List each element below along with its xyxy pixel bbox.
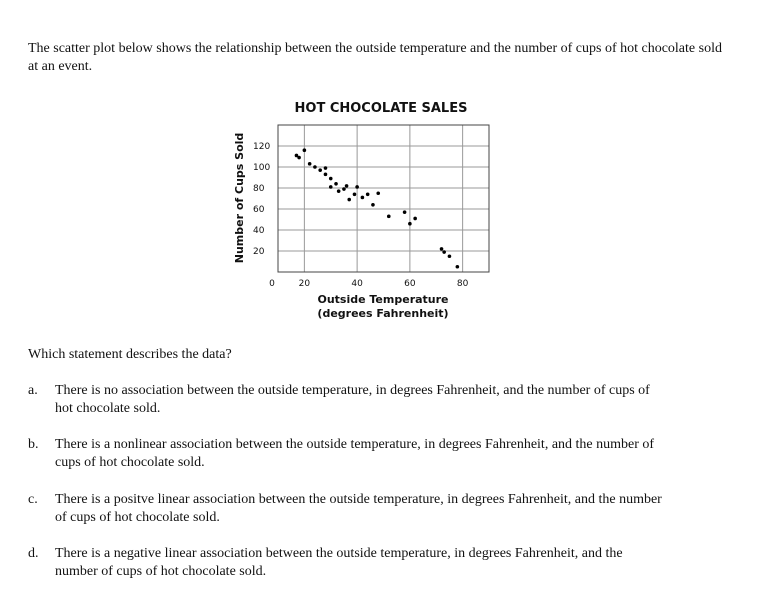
y-tick-labels (253, 142, 270, 257)
data-point (403, 210, 407, 214)
x-tick-label: 20 (298, 279, 311, 289)
data-point (324, 173, 328, 177)
data-point (353, 193, 357, 197)
y-tick-label: 40 (253, 226, 265, 236)
data-point (303, 148, 307, 152)
y-axis-label: Number of Cups Sold (233, 132, 246, 264)
y-tick-label: 120 (253, 142, 271, 152)
data-point (329, 177, 333, 181)
chart-grid (278, 125, 489, 272)
question-text: Which statement describes the data? (28, 347, 232, 362)
data-point (376, 191, 380, 195)
choice-letter: c. (28, 492, 38, 507)
data-point (408, 222, 412, 226)
choice-letter: a. (28, 383, 38, 398)
data-point (440, 247, 444, 251)
x-tick-label: 40 (351, 279, 363, 289)
x-tick-label: 60 (404, 279, 416, 289)
intro-text: The scatter plot below shows the relationship between the outside temperature and the number of cups of hot chocolate sold at an event. (28, 41, 722, 74)
scatter-chart (225, 92, 505, 327)
choice-text: There is a positve linear association between the outside temperature, in degrees Fahrenheit, and the number of cups of hot chocolate sold. (55, 492, 662, 525)
data-point (371, 203, 375, 207)
data-point (337, 189, 341, 193)
data-point (355, 185, 359, 189)
y-tick-label: 60 (253, 205, 265, 215)
choice-text: There is a negative linear association between the outside temperature, in degrees Fahrenheit, and the number of cups of hot chocolate sold. (55, 546, 623, 579)
data-point (313, 165, 317, 169)
choice-letter: b. (28, 437, 39, 452)
plot-frame (278, 125, 489, 272)
y-tick-label: 80 (253, 184, 265, 194)
data-point (456, 265, 460, 269)
data-point (413, 217, 417, 221)
data-point (308, 162, 312, 166)
data-point (347, 198, 351, 202)
choice-letter: d. (28, 546, 39, 561)
data-point (448, 254, 452, 258)
data-point (334, 182, 338, 186)
data-point (366, 193, 370, 197)
data-point (297, 156, 301, 160)
y-tick-label: 100 (253, 163, 271, 173)
data-point (329, 185, 333, 189)
x-tick-labels (299, 279, 469, 289)
data-point (324, 166, 328, 170)
y-tick-label: 20 (253, 247, 265, 257)
data-point (342, 187, 346, 191)
data-point (361, 196, 365, 200)
choice-text: There is a nonlinear association between the outside temperature, in degrees Fahrenheit, and the number of cups of hot chocolate sold. (55, 437, 655, 470)
data-point (345, 184, 349, 188)
chart-title: HOT CHOCOLATE SALES (294, 101, 468, 116)
origin-label: 0 (269, 279, 275, 289)
x-axis-label-line-2: (degrees Fahrenheit) (317, 307, 449, 320)
data-point (318, 168, 322, 172)
data-point (387, 215, 391, 219)
data-point (442, 250, 446, 254)
x-tick-label: 80 (456, 279, 469, 289)
choice-text: There is no association between the outside temperature, in degrees Fahrenheit, and the number of cups of hot chocolate sold. (55, 383, 650, 416)
x-axis-label-line-1: Outside Temperature (317, 293, 449, 306)
